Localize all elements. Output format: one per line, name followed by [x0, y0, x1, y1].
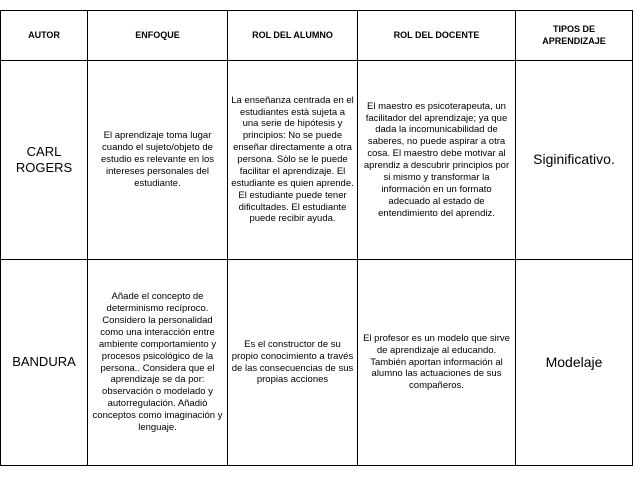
enfoque-cell: Añade el concepto de determinismo recíproco. Considero la personalidad como una interacción entre ambiente comportamiento y procesos psicológico de la persona.. Considera que el aprendizaje se da por: observación o modelado y autorregulación. Añadiò conceptos como imaginación y lenguaje. [88, 260, 228, 466]
enfoque-cell: El aprendizaje toma lugar cuando el sujeto/objeto de estudio es relevante en los intereses personales del estudiante. [88, 61, 228, 260]
header-row [1, 11, 633, 61]
autor-cell [1, 61, 88, 260]
rol-docente-cell: El profesor es un modelo que sirve de aprendizaje al educando. También aportan información al alumno las actuaciones de sus compañeros. [358, 260, 516, 466]
header-rol-alumno: ROL DEL ALUMNO [228, 11, 358, 61]
tipo-cell: Siginificativo. [516, 61, 633, 260]
header-autor: AUTOR [1, 11, 88, 61]
header-tipos [516, 11, 633, 61]
header-enfoque: ENFOQUE [88, 11, 228, 61]
table-row [1, 260, 633, 466]
header-tipos-line2: APRENDIZAJE [542, 35, 606, 46]
rol-alumno-cell: La enseñanza centrada en el estudiantes està sujeta a una serie de hipótesis y principios: No se puede enseñar directamente a otra persona. Sòlo se le puede facilitar el aprendizaje. El estudiante es quien aprende. El estudiante puede tener dificultades. El estudiante puede recibir ayuda. [228, 61, 358, 260]
table-row [1, 61, 633, 260]
rol-docente-cell: El maestro es psicoterapeuta, un facilitador del aprendizaje; ya que dada la incomunicabilidad de saberes, no puede aspirar a otra cosa. El maestro debe motivar al aprendiz a descubrir principios por si mismo y transformar la información en un formato adecuado al estado de entendimiento del aprendiz. [358, 61, 516, 260]
comparison-table [0, 10, 633, 466]
autor-cell: BANDURA [1, 260, 88, 466]
rol-alumno-cell: Es el constructor de su propio conocimiento a través de las consecuencias de sus propias acciones [228, 260, 358, 466]
autor-name-line1: CARL [26, 143, 62, 159]
header-tipos-line1: TIPOS DE [552, 24, 595, 35]
autor-name-line2: ROGERS [15, 160, 73, 175]
header-rol-docente: ROL DEL DOCENTE [358, 11, 516, 61]
tipo-cell: Modelaje [516, 260, 633, 466]
